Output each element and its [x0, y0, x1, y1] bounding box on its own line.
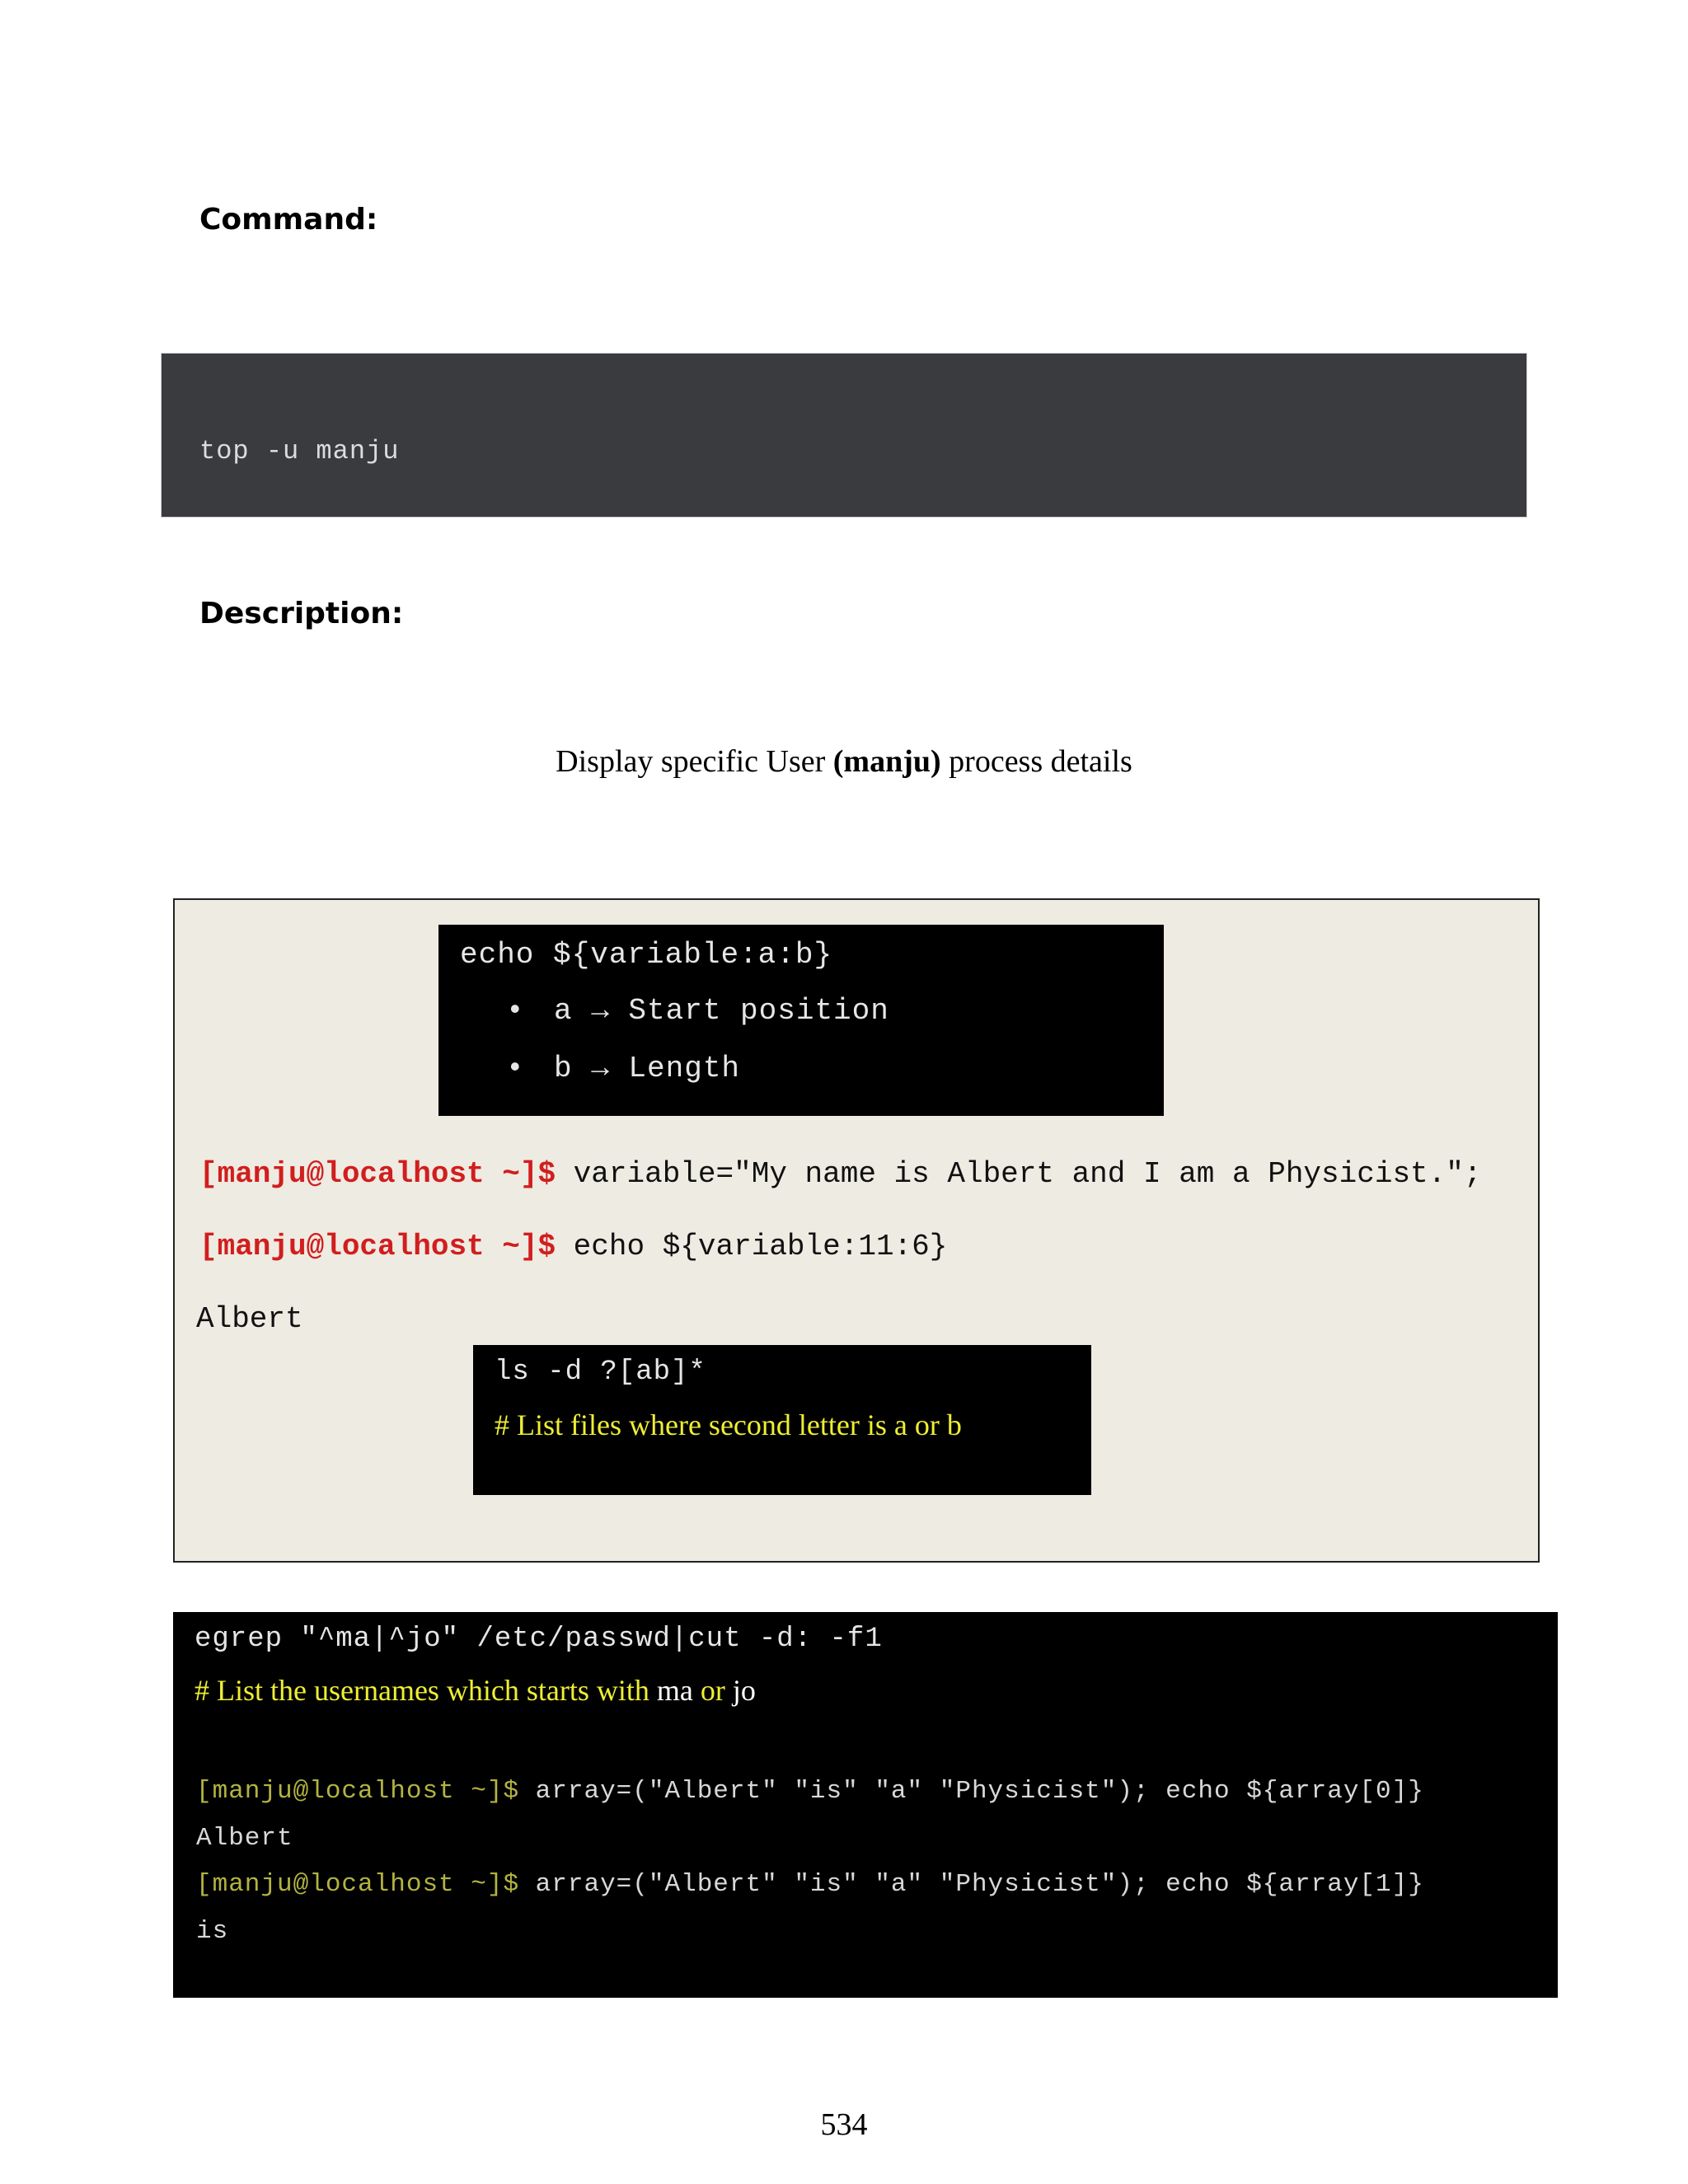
ls-comment: # List files where second letter is a or b [495, 1408, 962, 1441]
echo-syntax-title: echo ${variable:a:b} [460, 938, 833, 972]
terminal-command: echo ${variable:11:6} [556, 1230, 948, 1263]
description-bold-user: (manju) [832, 744, 941, 779]
command-text: top -u manju [199, 436, 400, 466]
shell-prompt: [manju@localhost ~]$ [199, 1230, 556, 1263]
ls-command: ls -d ?[ab]* [495, 1357, 706, 1388]
echo-syntax-box [438, 925, 1164, 1116]
terminal-line-echo [199, 1230, 947, 1263]
bullet-icon: • [506, 994, 525, 1028]
terminal-command: variable="My name is Albert and I am a Physicist."; [556, 1157, 1482, 1191]
page-number: 534 [820, 2107, 868, 2142]
description-text [0, 743, 1688, 780]
terminal-line-variable [199, 1157, 1481, 1191]
array-command-line-0 [196, 1777, 1424, 1806]
ls-example-box [473, 1345, 1091, 1495]
egrep-comment-text: # List the usernames which starts with [195, 1674, 657, 1707]
bullet-start-position [506, 994, 889, 1028]
egrep-comment-jo: jo [732, 1674, 756, 1707]
egrep-comment-ma: ma [656, 1674, 693, 1707]
array-command-line-1 [196, 1870, 1424, 1899]
terminal-output: Albert [196, 1302, 303, 1336]
array-command: array=("Albert" "is" "a" "Physicist"); echo ${array[0]} [519, 1777, 1424, 1806]
array-command: array=("Albert" "is" "a" "Physicist"); echo ${array[1]} [519, 1870, 1424, 1899]
bullet-length [506, 1052, 740, 1085]
shell-prompt: [manju@localhost ~]$ [196, 1777, 520, 1806]
shell-prompt: [manju@localhost ~]$ [196, 1870, 520, 1899]
terminal-example-panel [173, 898, 1540, 1563]
description-heading: Description: [199, 597, 404, 630]
command-code-block [161, 353, 1527, 518]
array-output-0: Albert [196, 1824, 293, 1853]
description-before: Display specific User [556, 744, 833, 779]
command-heading: Command: [199, 203, 378, 237]
egrep-example-panel [173, 1612, 1558, 1998]
egrep-comment [195, 1673, 756, 1708]
egrep-command: egrep "^ma|^jo" /etc/passwd|cut -d: -f1 [195, 1624, 883, 1655]
description-after: process details [940, 744, 1132, 779]
egrep-comment-or: or [692, 1674, 733, 1707]
array-output-1: is [196, 1917, 229, 1946]
shell-prompt: [manju@localhost ~]$ [199, 1157, 556, 1191]
bullet-icon: • [506, 1052, 525, 1085]
bullet-text: a → Start position [554, 994, 889, 1028]
bullet-text: b → Length [554, 1052, 741, 1085]
